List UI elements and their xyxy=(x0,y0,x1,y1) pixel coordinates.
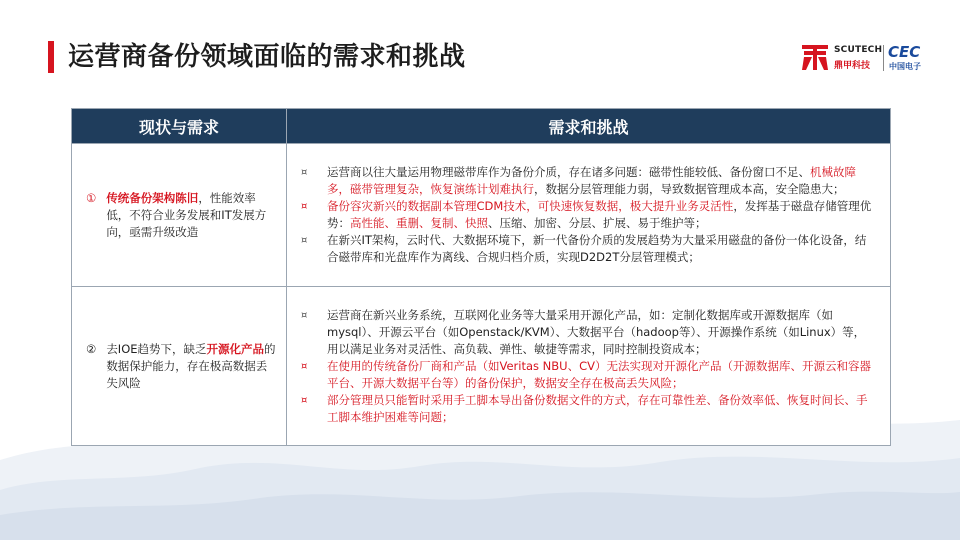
row2-challenges-cell xyxy=(287,287,891,446)
page-title: 运营商备份领域面临的需求和挑战 xyxy=(68,42,466,72)
point-text: ，数据分层管理能力弱，导致数据管理成本高，安全隐患大； xyxy=(534,182,845,196)
row2-status-cell xyxy=(72,287,287,446)
point-text: ，发挥基于磁盘存储管理优势： xyxy=(327,199,872,230)
table-header-row xyxy=(72,109,891,144)
cec-logo-cn: 中国电子 xyxy=(889,62,921,71)
row1-number: ① xyxy=(86,190,97,205)
row2-description: 的数据保护能力，存在极高数据丢失风险 xyxy=(106,341,276,390)
header-status-needs: 现状与需求 xyxy=(72,109,287,144)
list-item xyxy=(301,198,874,232)
point-highlight: 在使用的传统备份厂商和产品（如Veritas NBU、CV）无法实现对开源化产品（开源数据库、开源云和容器平台、开源大数据平台等）的备份保护，数据安全存在极高丢失风险； xyxy=(327,358,871,390)
point-highlight: 高性能、重删、复制、快照 xyxy=(350,216,488,230)
point-highlight: 机械故障多，磁带管理复杂，恢复演练计划难执行 xyxy=(327,165,856,196)
point-text: 运营商在新兴业务系统，互联网化业务等大量采用开源化产品，如：定制化数据库或开源数据库（如mysql）、开源云平台（如Openstack/KVM）、大数据平台（hadoop等）、开源操作系统（如Linux）等，用以满足业务对灵活性、高负载、弹性、敏捷等需求，同时控制投资成本； xyxy=(327,307,866,356)
table-row xyxy=(72,144,891,287)
bullet-icon: ¤ xyxy=(301,235,308,246)
header-needs-challenges: 需求和挑战 xyxy=(287,109,891,144)
point-highlight: 备份容灾新兴的数据副本管理CDM技术，可快速恢复数据，极大提升业务灵活性 xyxy=(327,199,734,213)
header-logos xyxy=(800,42,930,76)
list-item xyxy=(301,232,874,266)
list-item xyxy=(301,358,874,392)
bullet-icon: ¤ xyxy=(301,201,308,212)
logo-divider xyxy=(883,45,884,71)
list-item xyxy=(301,392,874,426)
bullet-icon: ¤ xyxy=(301,394,308,406)
point-text: 在新兴IT架构，云时代、大数据环境下，新一代备份介质的发展趋势为大量采用磁盘的备份一体化设备，结合磁带库和光盘库作为离线、合规归档介质，实现D2D2T分层管理模式； xyxy=(327,233,867,264)
row1-status-cell xyxy=(72,144,287,287)
list-item xyxy=(301,307,874,358)
row2-number: ② xyxy=(86,341,97,356)
bullet-icon: ¤ xyxy=(301,167,308,178)
scutech-logo-icon xyxy=(800,42,830,72)
row2-prefix: 去IOE趋势下，缺乏 xyxy=(106,341,207,356)
point-text: 运营商以往大量运用物理磁带库作为备份介质，存在诸多问题：磁带性能较低、备份窗口不足、 xyxy=(327,165,810,179)
bullet-icon: ¤ xyxy=(301,360,308,372)
row2-highlight: 开源化产品 xyxy=(206,341,265,356)
title-accent-bar xyxy=(48,41,54,73)
bullet-icon: ¤ xyxy=(301,309,308,321)
row1-challenges-cell xyxy=(287,144,891,287)
point-text: 、压缩、加密、分层、扩展、易于维护等； xyxy=(488,216,707,230)
requirements-table xyxy=(71,108,891,446)
row1-highlight: 传统备份架构陈旧 xyxy=(106,190,199,205)
list-item xyxy=(301,164,874,198)
scutech-logo-text: SCUTECH xyxy=(834,45,883,55)
row1-description: ，性能效率低，不符合业务发展和IT发展方向，亟需升级改造 xyxy=(106,190,267,239)
scutech-logo-cn: 鼎甲科技 xyxy=(834,61,871,71)
cec-logo-text: CEC xyxy=(888,43,921,61)
point-highlight: 部分管理员只能暂时采用手工脚本导出备份数据文件的方式，存在可靠性差、备份效率低、恢复时间长、手工脚本维护困难等问题； xyxy=(327,392,868,424)
table-row xyxy=(72,287,891,446)
